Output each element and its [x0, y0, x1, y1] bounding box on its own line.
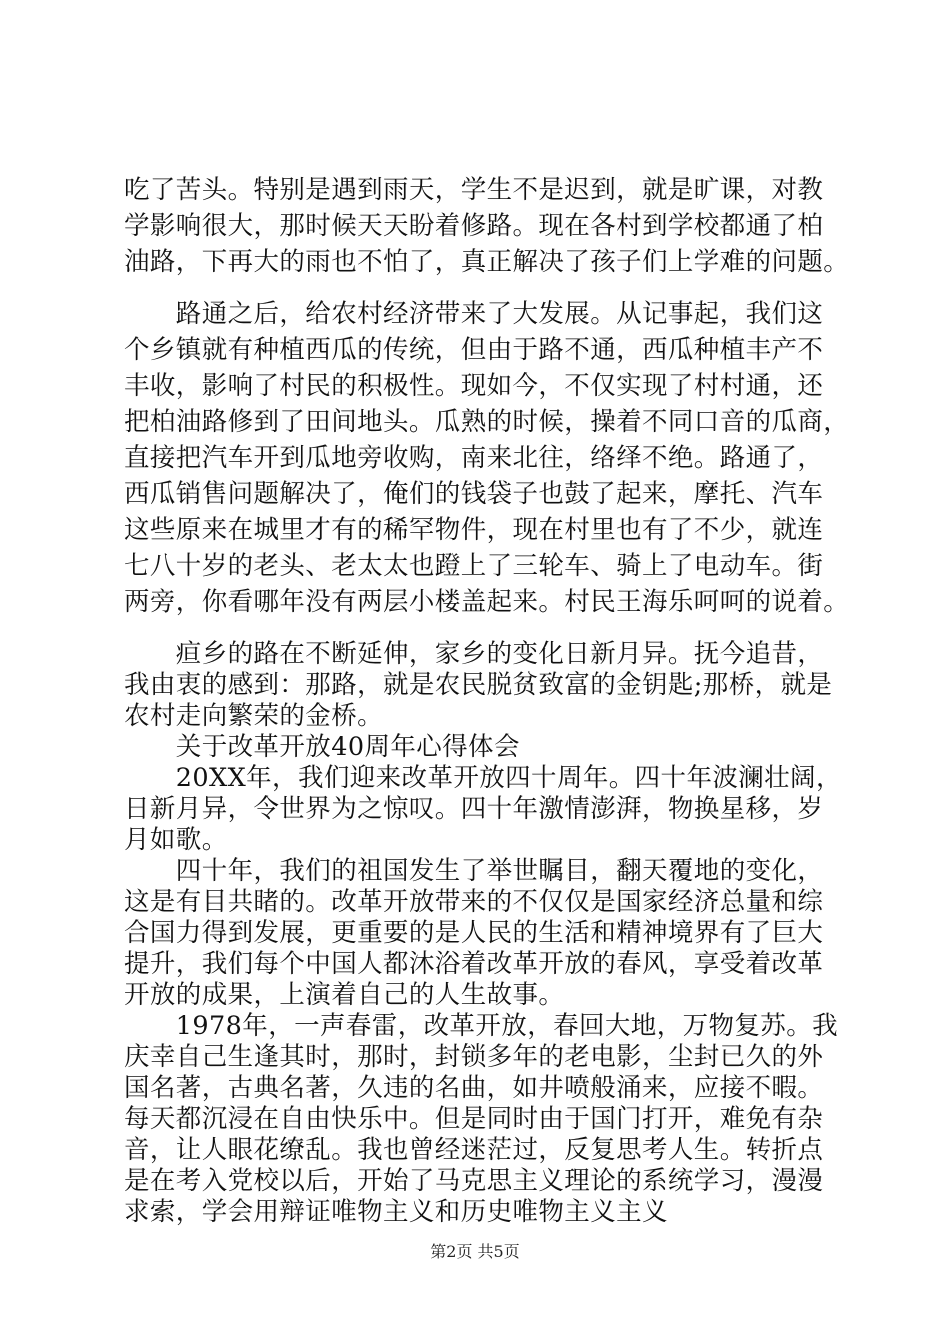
- paragraph-line: 把柏油路修到了田间地头。瓜熟的时候，操着不同口音的瓜商，: [124, 407, 850, 437]
- paragraph-line: 庆幸自己生逢其时，那时，封锁多年的老电影，尘封已久的外: [124, 1042, 824, 1072]
- paragraph-line: 国名著，古典名著，久违的名曲，如井喷般涌来，应接不暇。: [124, 1073, 824, 1103]
- paragraph-line: 两旁，你看哪年没有两层小楼盖起来。村民王海乐呵呵的说着。: [124, 587, 850, 617]
- paragraph-line: 西瓜销售问题解决了，俺们的钱袋子也鼓了起来，摩托、汽车: [124, 479, 824, 509]
- paragraph-line: 油路，下再大的雨也不怕了，真正解决了孩子们上学难的问题。: [124, 247, 850, 277]
- paragraph-line: 疸乡的路在不断延伸，家乡的变化日新月异。抚今追昔，: [124, 639, 824, 669]
- paragraph-line: 个乡镇就有种植西瓜的传统，但由于路不通，西瓜种植丰产不: [124, 335, 824, 365]
- paragraph-line: 这是有目共睹的。改革开放带来的不仅仅是国家经济总量和综: [124, 887, 824, 917]
- paragraph-line: 月如歌。: [124, 825, 228, 855]
- paragraph-line: 吃了苦头。特别是遇到雨天，学生不是迟到，就是旷课，对教: [124, 175, 824, 205]
- paragraph-line: 提升，我们每个中国人都沐浴着改革开放的春风，享受着改革: [124, 949, 824, 979]
- paragraph-line: 农村走向繁荣的金桥。: [124, 701, 384, 731]
- paragraph-line: 路通之后，给农村经济带来了大发展。从记事起，我们这: [124, 299, 824, 329]
- paragraph-line: 1978年，一声春雷，改革开放，春回大地，万物复苏。我: [124, 1011, 838, 1041]
- paragraph-line: 我由衷的感到：那路，就是农民脱贫致富的金钥匙;那桥，就是: [124, 670, 833, 700]
- paragraph-line: 学影响很大，那时候天天盼着修路。现在各村到学校都通了柏: [124, 211, 824, 241]
- paragraph-line: 丰收，影响了村民的积极性。现如今，不仅实现了村村通，还: [124, 371, 824, 401]
- section-heading: 关于改革开放40周年心得体会: [124, 732, 520, 762]
- paragraph-line: 开放的成果，上演着自己的人生故事。: [124, 980, 565, 1010]
- paragraph-line: 四十年，我们的祖国发生了举世瞩目，翻天覆地的变化，: [124, 856, 824, 886]
- paragraph-line: 这些原来在城里才有的稀罕物件，现在村里也有了不少，就连: [124, 515, 824, 545]
- paragraph-line: 是在考入党校以后，开始了马克思主义理论的系统学习，漫漫: [124, 1166, 824, 1196]
- paragraph-line: 合国力得到发展，更重要的是人民的生活和精神境界有了巨大: [124, 918, 824, 948]
- paragraph-line: 七八十岁的老头、老太太也蹬上了三轮车、骑上了电动车。街: [124, 551, 824, 581]
- paragraph-line: 直接把汽车开到瓜地旁收购，南来北往，络绎不绝。路通了，: [124, 443, 824, 473]
- paragraph-line: 20XX年，我们迎来改革开放四十周年。四十年波澜壮阔，: [124, 763, 842, 793]
- paragraph-line: 求索，学会用辩证唯物主义和历史唯物主义主义: [124, 1197, 668, 1227]
- paragraph-line: 音，让人眼花缭乱。我也曾经迷茫过，反复思考人生。转折点: [124, 1135, 824, 1165]
- page-footer: 第2页 共5页: [430, 1242, 520, 1261]
- paragraph-line: 每天都沉浸在自由快乐中。但是同时由于国门打开，难免有杂: [124, 1104, 824, 1134]
- paragraph-line: 日新月异，令世界为之惊叹。四十年激情澎湃，物换星移，岁: [124, 794, 824, 824]
